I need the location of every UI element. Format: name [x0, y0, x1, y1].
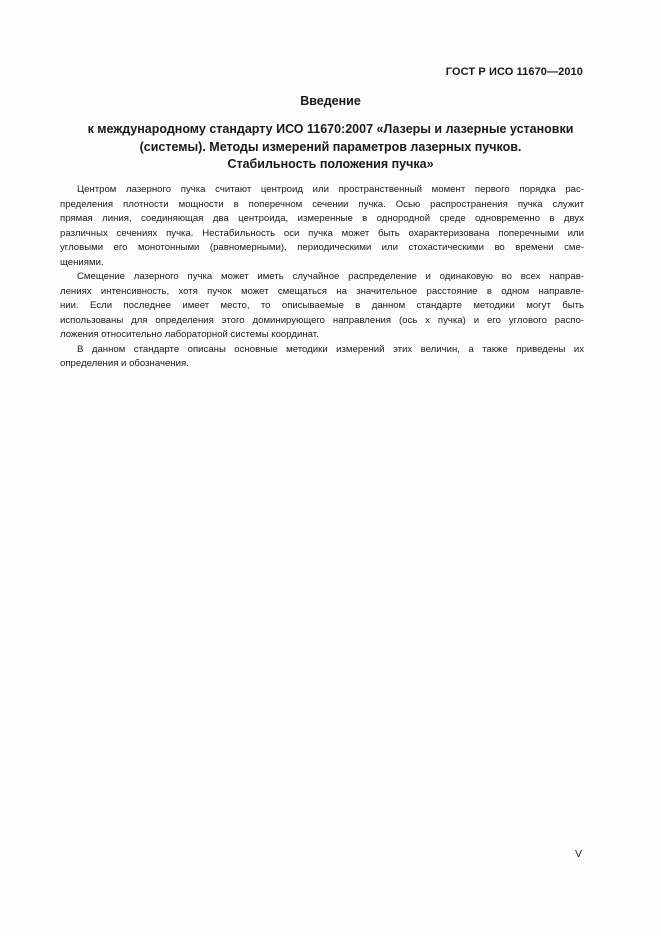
page-number: V [574, 848, 582, 860]
paragraph [60, 270, 584, 343]
paragraph [60, 183, 584, 270]
subtitle-line: Стабильность положения пучка» [227, 157, 434, 171]
section-title: Введение [300, 94, 361, 108]
paragraph [60, 343, 584, 372]
text-line: Смещение лазерного пучка может иметь случайное распределение и одинаковую во всех направ- [77, 271, 584, 282]
text-line: В данном стандарте описаны основные методики измерений этих величин, а также приведены их [77, 343, 584, 355]
text-line: лениях интенсивность, хотя пучок может смещаться на значительное расстояние в одном направле- [60, 285, 584, 297]
text-line: нии. Если последнее имеет место, то описываемые в данном стандарте методики могут быть [60, 300, 584, 311]
text-line: различных сечениях пучка. Нестабильность оси пучка может быть охарактеризована поперечными или [60, 227, 584, 239]
document-code: ГОСТ Р ИСО 11670—2010 [445, 66, 583, 78]
text-line: ложения относительно лабораторной системы координат. [60, 329, 319, 340]
text-line: прямая линия, соединяющая два центроида, измеренные в однородной среде одновременно в двух [60, 213, 584, 224]
text-line: использованы для определения этого доминирующего направления (ось x пучка) и его углового распо- [60, 314, 584, 326]
text-line: угловыми его монотонными (равномерными), периодическими или стохастическими во времени сме- [60, 242, 584, 253]
text-line: Центром лазерного пучка считают центроид или пространственный момент первого порядка рас- [77, 184, 584, 195]
text-line: пределения плотности мощности в поперечном сечении пучка. Осью распространения пучка служит [60, 198, 584, 210]
standard-subtitle [40, 121, 621, 174]
subtitle-line: к международному стандарту ИСО 11670:2007 «Лазеры и лазерные установки [87, 122, 574, 136]
text-line: определения и обозначения. [60, 358, 189, 369]
subtitle-line: (системы). Методы измерений параметров лазерных пучков. [139, 139, 522, 154]
text-line: щениями. [60, 256, 104, 268]
body-text [60, 183, 584, 372]
